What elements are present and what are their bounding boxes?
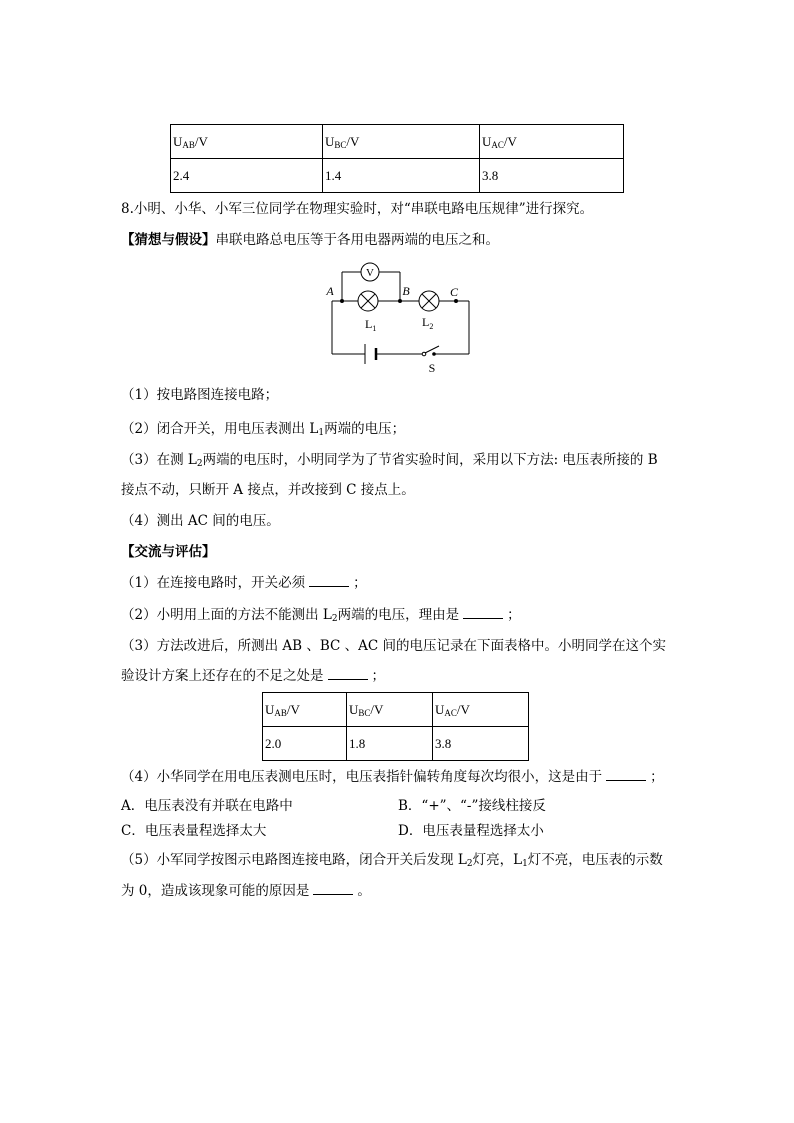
hypothesis-paragraph (121, 231, 499, 249)
answer-blank[interactable] (463, 606, 503, 619)
step-3-continued: 接点不动，只断开 A 接点，并改接到 C 接点上。 (121, 482, 415, 498)
question-3: （3）方法改进后，所测出 AB 、BC 、AC 间的电压记录在下面表格中。小明同学在这个实 (121, 638, 667, 654)
answer-blank[interactable] (313, 882, 353, 895)
table-cell: 2.0 (263, 727, 347, 761)
table-header-uab: $U_{AB}/V$ (171, 125, 323, 159)
question-5: （5）小军同学按图示电路图连接电路，闭合开关后发现 $L_2$灯亮，$L_1$灯不亮，电压表的示数 (121, 852, 663, 869)
lamp-1-label: $L_1$ (365, 317, 377, 333)
option-b[interactable]: B．“+”、“-”接线柱接反 (398, 798, 546, 814)
voltage-table-2 (262, 692, 529, 761)
step-2: （2）闭合开关，用电压表测出 $L_1$两端的电压； (121, 421, 406, 438)
table-cell: 1.8 (347, 727, 433, 761)
table-header-uac: $U_{AC}/V$ (433, 693, 529, 727)
question-1: （1）在连接电路时，开关必须 ； (121, 575, 367, 591)
point-b-label: B (402, 284, 410, 298)
point-c-label: C (449, 285, 459, 299)
evaluation-label: 【交流与评估】 (121, 544, 216, 560)
table-row (263, 693, 529, 727)
step-4: （4）测出 AC 间的电压。 (121, 513, 280, 529)
table-cell: 3.8 (433, 727, 529, 761)
circuit-diagram (320, 258, 480, 378)
answer-blank[interactable] (309, 574, 349, 587)
answer-blank[interactable] (328, 667, 368, 680)
voltmeter-label: V (366, 267, 374, 279)
lamp-2-icon (419, 291, 439, 311)
question-4: （4）小华同学在用电压表测电压时，电压表指针偏转角度每次均很小，这是由于 ； (121, 769, 664, 785)
table-cell: 1.4 (323, 159, 480, 193)
table-header-uab: $U_{AB}/V$ (263, 693, 347, 727)
table-cell: 2.4 (171, 159, 323, 193)
question-2: （2）小明用上面的方法不能测出 $L_2$两端的电压，理由是 ； (121, 607, 521, 624)
lamp-1-icon (358, 291, 378, 311)
question-8-intro: 8.小明、小华、小军三位同学在物理实验时，对“串联电路电压规律”进行探究。 (121, 201, 594, 217)
table-header-ubc: $U_{BC}/V$ (323, 125, 480, 159)
hypothesis-label: 【猜想与假设】 (121, 232, 216, 248)
option-d[interactable]: D．电压表量程选择太小 (398, 823, 544, 839)
option-c[interactable]: C．电压表量程选择太大 (121, 823, 267, 839)
battery-icon (365, 344, 376, 364)
table-header-ubc: $U_{BC}/V$ (347, 693, 433, 727)
step-3: （3）在测 $L_2$两端的电压时，小明同学为了节省实验时间，采用以下方法: 电压表所接的 B (121, 452, 658, 469)
switch-label: S (428, 361, 436, 375)
table-row (171, 159, 624, 193)
option-a[interactable]: A．电压表没有并联在电路中 (121, 798, 293, 814)
lamp-2-label: $L_2$ (422, 315, 434, 331)
table-row (263, 727, 529, 761)
table-header-uac: $U_{AC}/V$ (480, 125, 624, 159)
table-cell: 3.8 (480, 159, 624, 193)
question-3-continued: 验设计方案上还存在的不足之处是 ； (121, 668, 385, 684)
step-1: （1）按电路图连接电路； (121, 387, 279, 403)
voltmeter-icon (361, 263, 379, 281)
point-a-label: A (326, 284, 334, 298)
voltage-table-1 (170, 124, 624, 193)
answer-blank[interactable] (606, 768, 646, 781)
hypothesis-text: 串联电路总电压等于各用电器两端的电压之和。 (215, 232, 499, 248)
question-5-continued: 为 0，造成该现象可能的原因是 。 (121, 883, 371, 899)
table-row (171, 125, 624, 159)
